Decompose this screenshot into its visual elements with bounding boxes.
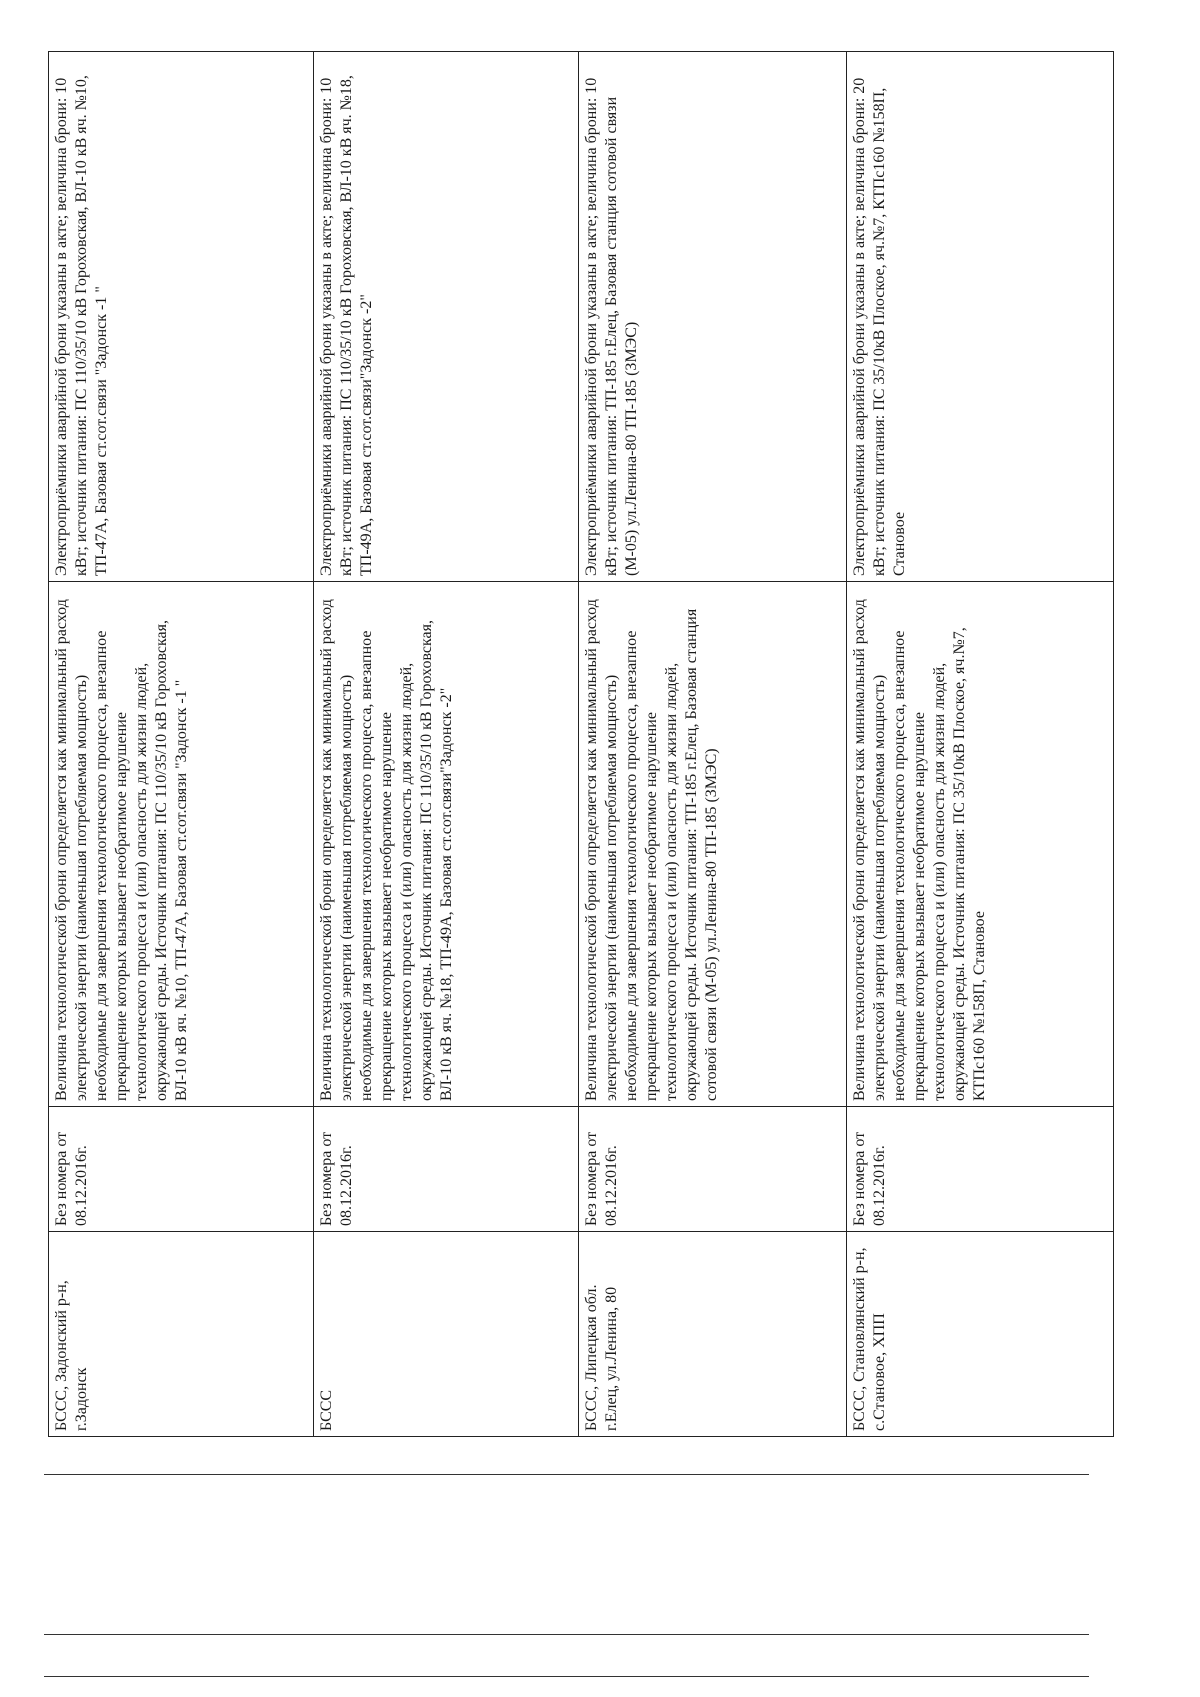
blank-line: [44, 1474, 1089, 1475]
document-cell: Без номера от 08.12.2016г.: [847, 1107, 1114, 1232]
emergency-reserve-cell: Электроприёмники аварийной брони указаны в акте; величина брони: 20 кВт; источник питания: ПС 35/10кВ Плоское, яч.№7, КТПс160 №158П, Становое: [847, 52, 1114, 582]
table-row: [49, 52, 314, 1437]
tech-reserve-cell: Величина технологической брони определяется как минимальный расход электрической энергии (наименьшая потребляемая мощность) необходимые для завершения технологического процесса, внезапное прекращение которых вызывает необратимое нарушение технологического процесса и (или) опасность для жизни людей, окружающей среды. Источник питания: ПС 35/10кВ Плоское, яч.№7, КТПс160 №158П, Становое: [847, 582, 1114, 1107]
object-cell: БССС, Задонский р-н, г.Задонск: [49, 1232, 314, 1437]
document-cell: Без номера от 08.12.2016г.: [314, 1107, 579, 1232]
emergency-reserve-cell: Электроприёмники аварийной брони указаны в акте; величина брони: 10 кВт; источник питания: ПС 110/35/10 кВ Гороховская, ВЛ-10 кВ яч. №18, ТП-49А, Базовая ст.сот.связи"Задонск -2": [314, 52, 579, 582]
emergency-reserve-cell: Электроприёмники аварийной брони указаны в акте; величина брони: 10 кВт; источник питания: ПС 110/35/10 кВ Гороховская, ВЛ-10 кВ яч. №10, ТП-47А, Базовая ст.сот.связи "Задонск -1 ": [49, 52, 314, 582]
tech-reserve-cell: Величина технологической брони определяется как минимальный расход электрической энергии (наименьшая потребляемая мощность) необходимые для завершения технологического процесса, внезапное прекращение которых вызывает необратимое нарушение технологического процесса и (или) опасность для жизни людей, окружающей среды. Источник питания: ТП-185 г.Елец, Базовая станция сотовой связи (М-05) ул.Ленина-80 ТП-185 (ЗМЭС): [579, 582, 847, 1107]
blank-line: [44, 1676, 1089, 1677]
rotated-table-wrapper: [48, 52, 1113, 1437]
blank-line: [44, 1634, 1089, 1635]
object-cell: БССС, Липецкая обл. г.Елец, ул.Ленина, 80: [579, 1232, 847, 1437]
emergency-reserve-cell: Электроприёмники аварийной брони указаны в акте; величина брони: 10 кВт; источник питания: ТП-185 г.Елец, Базовая станция сотовой связи (М-05) ул.Ленина-80 ТП-185 (ЗМЭС): [579, 52, 847, 582]
table-row: [847, 52, 1114, 1437]
tech-reserve-cell: Величина технологической брони определяется как минимальный расход электрической энергии (наименьшая потребляемая мощность) необходимые для завершения технологического процесса, внезапное прекращение которых вызывает необратимое нарушение технологического процесса и (или) опасность для жизни людей, окружающей среды. Источник питания: ПС 110/35/10 кВ Гороховская, ВЛ-10 кВ яч. №18, ТП-49А, Базовая ст.сот.связи"Задонск -2": [314, 582, 579, 1107]
document-cell: Без номера от 08.12.2016г.: [579, 1107, 847, 1232]
object-cell: БССС, Становлянский р-н, с.Становое, ХПП: [847, 1232, 1114, 1437]
object-cell: БССС: [314, 1232, 579, 1437]
document-cell: Без номера от 08.12.2016г.: [49, 1107, 314, 1232]
table-row: [579, 52, 847, 1437]
table-row: [314, 52, 579, 1437]
reserve-table: [48, 51, 1114, 1437]
tech-reserve-cell: Величина технологической брони определяется как минимальный расход электрической энергии (наименьшая потребляемая мощность) необходимые для завершения технологического процесса, внезапное прекращение которых вызывает необратимое нарушение технологического процесса и (или) опасность для жизни людей, окружающей среды. Источник питания: ПС 110/35/10 кВ Гороховская, ВЛ-10 кВ яч. №10, ТП-47А, Базовая ст.сот.связи "Задонск -1 ": [49, 582, 314, 1107]
